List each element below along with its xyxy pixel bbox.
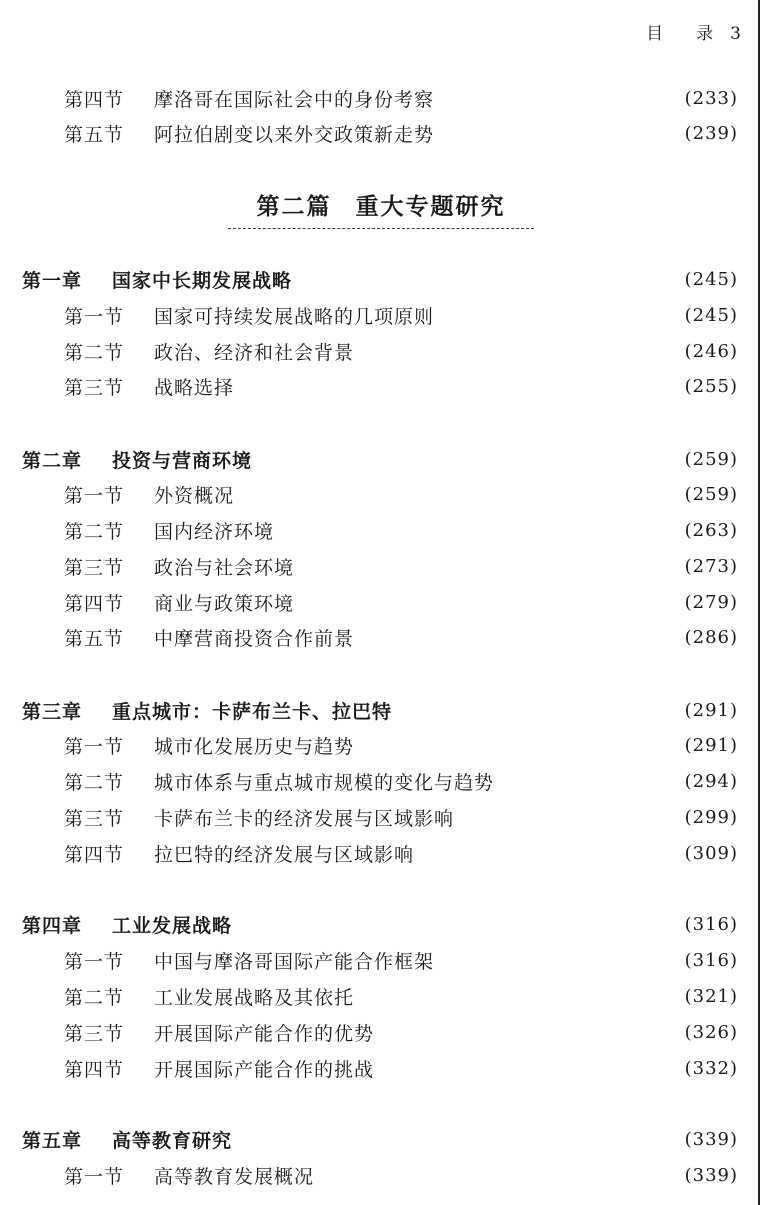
dot-leader <box>442 83 679 113</box>
dot-leader <box>302 551 679 581</box>
toc-section-entry[interactable] <box>64 83 738 113</box>
section-number: 第三节 <box>64 807 125 830</box>
section-number: 第二节 <box>64 986 125 1009</box>
dot-leader <box>302 587 679 617</box>
dot-leader <box>260 444 679 474</box>
toc-section-entry[interactable] <box>64 945 738 975</box>
header-page-number: 3 <box>730 24 742 44</box>
toc-section-entry[interactable] <box>64 981 738 1011</box>
section-number: 第二节 <box>64 341 125 364</box>
section-title: 开展国际产能合作的挑战 <box>154 1058 375 1081</box>
dot-leader <box>422 838 679 868</box>
toc-chapter-entry[interactable] <box>22 444 738 474</box>
toc-section-entry[interactable] <box>64 515 738 545</box>
dot-leader <box>400 695 679 725</box>
toc-section-entry[interactable] <box>64 1160 738 1190</box>
section-title: 战略选择 <box>154 376 235 399</box>
section-number: 第一节 <box>64 950 125 973</box>
part-title: 重大专题研究 <box>355 193 506 220</box>
section-title: 开展国际产能合作的优势 <box>154 1022 375 1045</box>
page-ref: (332) <box>684 1057 738 1079</box>
chapter-title: 工业发展战略 <box>112 914 233 937</box>
dot-leader <box>240 1124 679 1154</box>
section-title: 政治与社会环境 <box>154 556 295 579</box>
section-number: 第四节 <box>64 843 125 866</box>
chapter-number: 第五章 <box>22 1129 83 1152</box>
toc-section-entry[interactable] <box>64 730 738 760</box>
page-ref: (245) <box>684 268 738 290</box>
page-ref: (259) <box>684 448 738 470</box>
page-ref: (233) <box>684 87 738 109</box>
page-ref: (309) <box>684 842 738 864</box>
dot-leader <box>242 479 679 509</box>
dot-leader <box>362 336 679 366</box>
section-title: 高等教育发展概况 <box>154 1165 315 1188</box>
chapter-title: 国家中长期发展战略 <box>112 269 293 292</box>
chapter-title: 重点城市：卡萨布兰卡、拉巴特 <box>112 700 393 723</box>
section-title: 工业发展战略及其依托 <box>154 986 355 1009</box>
toc-section-entry[interactable] <box>64 802 738 832</box>
toc-chapter-entry[interactable] <box>22 1124 738 1154</box>
dot-leader <box>382 1053 679 1083</box>
dot-leader <box>442 945 679 975</box>
toc-section-entry[interactable] <box>64 838 738 868</box>
dot-leader <box>240 909 679 939</box>
section-title: 商业与政策环境 <box>154 592 295 615</box>
section-number: 第一节 <box>64 1165 125 1188</box>
section-title: 卡萨布兰卡的经济发展与区域影响 <box>154 807 455 830</box>
toc-section-entry[interactable] <box>64 766 738 796</box>
page-ref: (326) <box>684 1021 738 1043</box>
page-ref: (339) <box>684 1164 738 1186</box>
section-title: 外资概况 <box>154 484 235 507</box>
section-title: 拉巴特的经济发展与区域影响 <box>154 843 415 866</box>
chapter-number: 第二章 <box>22 449 83 472</box>
page-ref: (246) <box>684 340 738 362</box>
page-ref: (321) <box>684 985 738 1007</box>
section-title: 阿拉伯剧变以来外交政策新走势 <box>154 123 435 146</box>
toc-section-entry[interactable] <box>64 587 738 617</box>
section-title: 国家可持续发展战略的几项原则 <box>154 305 435 328</box>
toc-chapter-entry[interactable] <box>22 695 738 725</box>
page-ref: (316) <box>684 913 738 935</box>
dot-leader <box>282 515 679 545</box>
section-number: 第二节 <box>64 771 125 794</box>
section-title: 国内经济环境 <box>154 520 275 543</box>
part-number: 第二篇 <box>256 193 332 220</box>
section-number: 第五节 <box>64 627 125 650</box>
page-ref: (263) <box>684 519 738 541</box>
toc-section-entry[interactable] <box>64 118 738 148</box>
toc-section-entry[interactable] <box>64 371 738 401</box>
toc-section-entry[interactable] <box>64 479 738 509</box>
section-title: 城市体系与重点城市规模的变化与趋势 <box>154 771 495 794</box>
dot-leader <box>242 371 679 401</box>
section-title: 摩洛哥在国际社会中的身份考察 <box>154 88 435 111</box>
toc-section-entry[interactable] <box>64 551 738 581</box>
toc-chapter-entry[interactable] <box>22 264 738 294</box>
section-number: 第二节 <box>64 520 125 543</box>
dot-leader <box>442 300 679 330</box>
section-title: 中摩营商投资合作前景 <box>154 627 355 650</box>
page-ref: (291) <box>684 734 738 756</box>
dot-leader <box>362 981 679 1011</box>
section-title: 政治、经济和社会背景 <box>154 341 355 364</box>
dot-leader <box>382 1017 679 1047</box>
dot-leader <box>362 730 679 760</box>
section-number: 第三节 <box>64 376 125 399</box>
page-ref: (255) <box>684 375 738 397</box>
dot-leader <box>362 622 679 652</box>
page-ref: (245) <box>684 304 738 326</box>
dot-leader <box>502 766 679 796</box>
header-lu: 录 <box>696 24 715 44</box>
section-title: 城市化发展历史与趋势 <box>154 735 355 758</box>
header-mu: 目 <box>646 24 665 44</box>
dot-leader <box>300 264 679 294</box>
section-number: 第三节 <box>64 556 125 579</box>
chapter-number: 第四章 <box>22 914 83 937</box>
section-number: 第一节 <box>64 484 125 507</box>
dot-leader <box>322 1160 679 1190</box>
toc-section-entry[interactable] <box>64 300 738 330</box>
section-number: 第五节 <box>64 123 125 146</box>
chapter-number: 第一章 <box>22 269 83 292</box>
toc-chapter-entry[interactable] <box>22 909 738 939</box>
page-ref: (316) <box>684 949 738 971</box>
page-ref: (273) <box>684 555 738 577</box>
chapter-number: 第三章 <box>22 700 83 723</box>
section-number: 第四节 <box>64 88 125 111</box>
page-ref: (286) <box>684 626 738 648</box>
page-ref: (299) <box>684 806 738 828</box>
section-number: 第四节 <box>64 1058 125 1081</box>
dot-leader <box>462 802 679 832</box>
page-ref: (239) <box>684 122 738 144</box>
section-number: 第一节 <box>64 735 125 758</box>
toc-section-entry[interactable] <box>64 1053 738 1083</box>
section-number: 第四节 <box>64 592 125 615</box>
toc-section-entry[interactable] <box>64 336 738 366</box>
page-ref: (291) <box>684 699 738 721</box>
section-number: 第三节 <box>64 1022 125 1045</box>
page-ref: (279) <box>684 591 738 613</box>
section-title: 中国与摩洛哥国际产能合作框架 <box>154 950 435 973</box>
part-heading <box>228 190 534 229</box>
running-header <box>646 19 742 44</box>
toc-section-entry[interactable] <box>64 622 738 652</box>
section-number: 第一节 <box>64 305 125 328</box>
dot-leader <box>442 118 679 148</box>
page-ref: (339) <box>684 1128 738 1150</box>
chapter-title: 投资与营商环境 <box>112 449 253 472</box>
toc-section-entry[interactable] <box>64 1017 738 1047</box>
chapter-title: 高等教育研究 <box>112 1129 233 1152</box>
page-edge-line <box>758 0 760 1205</box>
page-ref: (259) <box>684 483 738 505</box>
page-ref: (294) <box>684 770 738 792</box>
